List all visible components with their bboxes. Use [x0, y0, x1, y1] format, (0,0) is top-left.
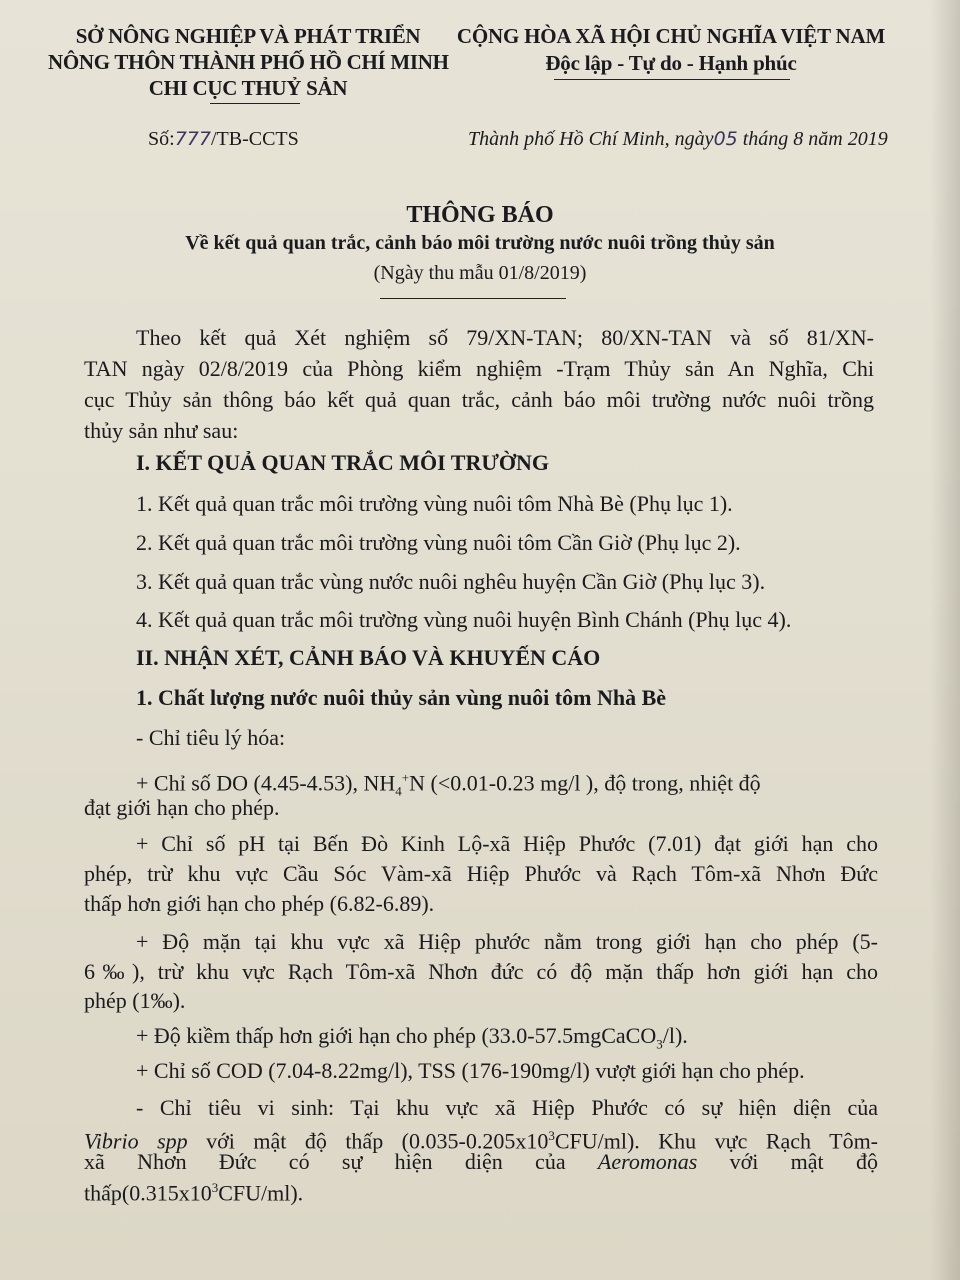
document-date	[468, 128, 888, 151]
micro-l2-b: CFU/ml). Khu vực Rạch Tôm-	[554, 1128, 879, 1154]
intro-line-2: TAN ngày 02/8/2019 của Phòng kiểm nghiệm -Trạm Thủy sản An Nghĩa, Chi	[84, 356, 874, 381]
ph-line-3: thấp hơn giới hạn cho phép (6.82-6.89).	[84, 891, 435, 916]
agency-underline	[210, 103, 300, 104]
title-underline	[380, 298, 566, 299]
handwritten-day: 05	[713, 128, 738, 150]
micro-l2-sup: 3	[548, 1128, 555, 1143]
document-title: THÔNG BÁO	[406, 202, 554, 228]
agency-name-line1: SỞ NÔNG NGHIỆP VÀ PHÁT TRIỂN	[75, 24, 421, 48]
micro-l2-a: với mật độ thấp (0.035-0.205x10	[187, 1128, 549, 1154]
alkalinity-line	[136, 1020, 688, 1059]
number-suffix: /TB-CCTS	[210, 128, 299, 150]
sample-date: (Ngày thu mẫu 01/8/2019)	[373, 262, 587, 284]
intro-line-3: cục Thủy sản thông báo kết quả quan trắc, cảnh báo môi trường nước nuôi trồng	[84, 387, 874, 412]
agency-unit: CHI CỤC THUỶ SẢN	[148, 76, 348, 100]
alk-sub: 3	[656, 1036, 663, 1052]
agency-name-line2: NÔNG THÔN THÀNH PHỐ HỒ CHÍ MINH	[48, 50, 449, 74]
section-2-heading: II. NHẬN XÉT, CẢNH BÁO VÀ KHUYẾN CÁO	[136, 645, 601, 670]
micro-l4-sup: 3	[211, 1180, 219, 1195]
do-line-2: đạt giới hạn cho phép.	[84, 795, 280, 820]
micro-l4-a: thấp(0.315x10	[84, 1180, 212, 1206]
document-number	[148, 128, 299, 151]
micro-l4-b: CFU/ml).	[218, 1180, 304, 1206]
number-prefix: Số:	[148, 128, 175, 150]
alk-text-b: /l).	[662, 1023, 688, 1048]
page-edge-shadow	[930, 0, 960, 1280]
aeromonas-name: Aeromonas	[597, 1149, 698, 1174]
salinity-line-3: phép (1‰).	[84, 988, 186, 1013]
physchem-label: - Chỉ tiêu lý hóa:	[136, 725, 286, 750]
ph-line-2: phép, trừ khu vực Cầu Sóc Vàm-xã Hiệp Phước và Rạch Tôm-xã Nhơn Đức	[84, 861, 878, 886]
micro-l3-a: xã Nhơn Đức có sự hiện diện của	[84, 1149, 598, 1174]
national-motto: Độc lập - Tự do - Hạnh phúc	[545, 51, 797, 75]
date-suffix: tháng 8 năm 2019	[742, 128, 888, 150]
salinity-line-2: 6‰), trừ khu vực Rạch Tôm-xã Nhơn đức có độ mặn thấp hơn giới hạn cho	[84, 959, 878, 984]
do-sup: +	[401, 770, 410, 785]
intro-line-1: Theo kết quả Xét nghiệm số 79/XN-TAN; 80/XN-TAN và số 81/XN-	[136, 325, 874, 350]
ph-line-1: + Chỉ số pH tại Bến Đò Kinh Lộ-xã Hiệp Phước (7.01) đạt giới hạn cho	[136, 831, 878, 856]
section-1-item-4: 4. Kết quả quan trắc môi trường vùng nuôi huyện Bình Chánh (Phụ lục 4).	[136, 607, 792, 632]
section-1-item-2: 2. Kết quả quan trắc môi trường vùng nuôi tôm Cần Giờ (Phụ lục 2).	[136, 530, 741, 555]
alk-text-a: + Độ kiềm thấp hơn giới hạn cho phép (33.0-57.5mgCaCO	[136, 1023, 657, 1048]
motto-underline	[554, 79, 790, 80]
document-subtitle: Về kết quả quan trắc, cảnh báo môi trường nước nuôi trồng thủy sản	[185, 232, 775, 254]
section-2-sub-1: 1. Chất lượng nước nuôi thủy sản vùng nuôi tôm Nhà Bè	[136, 685, 667, 710]
micro-l3-b: với mật độ	[697, 1149, 878, 1174]
vibrio-name: Vibrio spp	[84, 1128, 188, 1154]
do-sub: 4	[395, 783, 402, 799]
date-prefix: Thành phố Hồ Chí Minh, ngày	[468, 128, 714, 150]
intro-line-4: thủy sản như sau:	[84, 418, 239, 443]
cod-line: + Chỉ số COD (7.04-8.22mg/l), TSS (176-190mg/l) vượt giới hạn cho phép.	[136, 1058, 805, 1083]
section-1-item-3: 3. Kết quả quan trắc vùng nước nuôi nghêu huyện Cần Giờ (Phụ lục 3).	[136, 569, 766, 594]
micro-line-1: - Chỉ tiêu vi sinh: Tại khu vực xã Hiệp Phước có sự hiện diện của	[136, 1095, 878, 1120]
micro-line-4	[84, 1172, 303, 1208]
republic-name: CỘNG HÒA XÃ HỘI CHỦ NGHĨA VIỆT NAM	[456, 24, 886, 48]
do-text-a: + Chỉ số DO (4.45-4.53), NH	[136, 770, 396, 796]
do-text-b: N (<0.01-0.23 mg/l ), độ trong, nhiệt độ	[409, 770, 761, 796]
section-1-item-1: 1. Kết quả quan trắc môi trường vùng nuôi tôm Nhà Bè (Phụ lục 1).	[136, 491, 733, 516]
section-1-heading: I. KẾT QUẢ QUAN TRẮC MÔI TRƯỜNG	[136, 450, 549, 475]
handwritten-number: 777	[174, 128, 211, 150]
salinity-line-1: + Độ mặn tại khu vực xã Hiệp phước nằm trong giới hạn cho phép (5-	[136, 929, 878, 954]
